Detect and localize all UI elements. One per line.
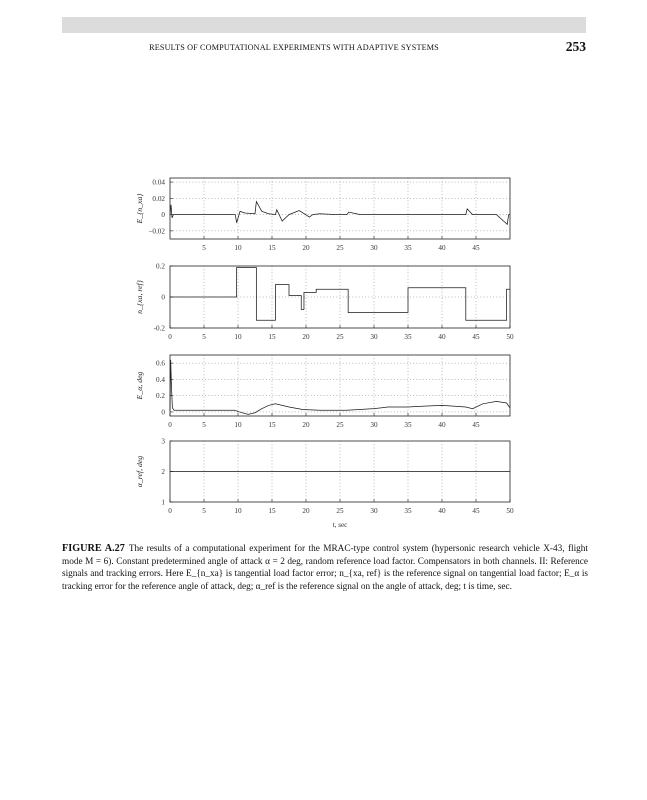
caption-text: The results of a computational experiment for the MRAC-type control system (hypersonic research vehicle X-43, flight mode M = 6). Constant predetermined angle of attack α = 2 deg, random reference load factor. Compensators in both channels. II: Reference signals and tracking errors. Here E_{n_xa} is tangential load factor error; n_{xa, ref} is the reference signal on tangential load factor; E_α is tracking error for the reference angle of attack, deg; α_ref is the reference signal on the angle of attack, deg; t is time, sec. xyxy=(62,544,588,592)
x-tick-label: 40 xyxy=(438,421,446,429)
y-axis-label: E_{n_xa} xyxy=(135,193,144,224)
y-tick-label: 0.6 xyxy=(156,359,165,368)
x-axis-label: t, sec xyxy=(332,521,348,529)
x-tick-label: 5 xyxy=(202,244,206,252)
x-tick-label: 20 xyxy=(302,244,310,252)
x-tick-label: 40 xyxy=(438,244,446,252)
x-tick-label: 45 xyxy=(472,333,480,341)
series-line-n-xa-ref xyxy=(170,268,510,321)
y-tick-label: −0.02 xyxy=(148,227,165,236)
x-tick-label: 50 xyxy=(506,333,514,341)
x-tick-label: 10 xyxy=(234,507,242,515)
page-number: 253 xyxy=(565,39,586,54)
y-tick-label: 1 xyxy=(161,498,165,507)
x-tick-label: 30 xyxy=(370,333,378,341)
x-tick-label: 35 xyxy=(404,333,412,341)
series-line-e-nxa xyxy=(170,202,510,225)
x-tick-label: 0 xyxy=(168,421,172,429)
x-tick-label: 5 xyxy=(202,421,206,429)
y-tick-label: 0.2 xyxy=(156,262,165,271)
x-tick-label: 10 xyxy=(234,333,242,341)
y-tick-label: 0.2 xyxy=(156,392,165,401)
x-tick-label: 40 xyxy=(438,507,446,515)
y-axis-label: α_ref, deg xyxy=(135,455,144,488)
x-tick-label: 45 xyxy=(472,244,480,252)
x-tick-label: 20 xyxy=(302,421,310,429)
x-tick-label: 50 xyxy=(506,507,514,515)
x-tick-label: 20 xyxy=(302,333,310,341)
x-tick-label: 25 xyxy=(336,507,344,515)
y-tick-label: 2 xyxy=(161,468,165,476)
x-tick-label: 30 xyxy=(370,244,378,252)
x-tick-label: 0 xyxy=(168,333,172,341)
y-tick-label: -0.2 xyxy=(153,324,165,333)
x-tick-label: 15 xyxy=(268,507,276,515)
x-tick-label: 0 xyxy=(168,507,172,515)
chart-panel-2 xyxy=(135,263,514,342)
y-tick-label: 0 xyxy=(161,211,165,220)
x-tick-label: 20 xyxy=(302,507,310,515)
figure-caption xyxy=(62,543,588,593)
x-tick-label: 15 xyxy=(268,421,276,429)
x-tick-label: 5 xyxy=(202,333,206,341)
x-tick-label: 45 xyxy=(472,421,480,429)
x-tick-label: 15 xyxy=(268,333,276,341)
x-tick-label: 35 xyxy=(404,244,412,252)
x-tick-label: 45 xyxy=(472,507,480,515)
x-tick-label: 25 xyxy=(336,244,344,252)
x-tick-label: 15 xyxy=(268,244,276,252)
y-tick-label: 3 xyxy=(161,437,165,446)
chart-panel-1 xyxy=(135,178,510,252)
x-tick-label: 35 xyxy=(404,507,412,515)
x-tick-label: 25 xyxy=(336,421,344,429)
y-tick-label: 0.04 xyxy=(152,178,165,187)
x-tick-label: 5 xyxy=(202,507,206,515)
chart-panel-3 xyxy=(135,355,510,429)
running-title: RESULTS OF COMPUTATIONAL EXPERIMENTS WITH ADAPTIVE SYSTEMS xyxy=(149,43,439,52)
caption-label: FIGURE A.27 xyxy=(62,543,125,554)
y-tick-label: 0.02 xyxy=(152,194,165,203)
x-tick-label: 40 xyxy=(438,333,446,341)
y-axis-label: n_{xa, ref} xyxy=(135,280,144,314)
x-tick-label: 10 xyxy=(234,421,242,429)
x-tick-label: 30 xyxy=(370,421,378,429)
x-tick-label: 35 xyxy=(404,421,412,429)
y-axis-label: E_α, deg xyxy=(135,371,144,400)
x-tick-label: 25 xyxy=(336,333,344,341)
y-tick-label: 0 xyxy=(161,408,165,417)
chart-panel-4 xyxy=(135,438,514,530)
x-tick-label: 30 xyxy=(370,507,378,515)
y-tick-label: 0 xyxy=(161,293,165,302)
y-tick-label: 0.4 xyxy=(156,375,165,384)
x-tick-label: 10 xyxy=(234,244,242,252)
